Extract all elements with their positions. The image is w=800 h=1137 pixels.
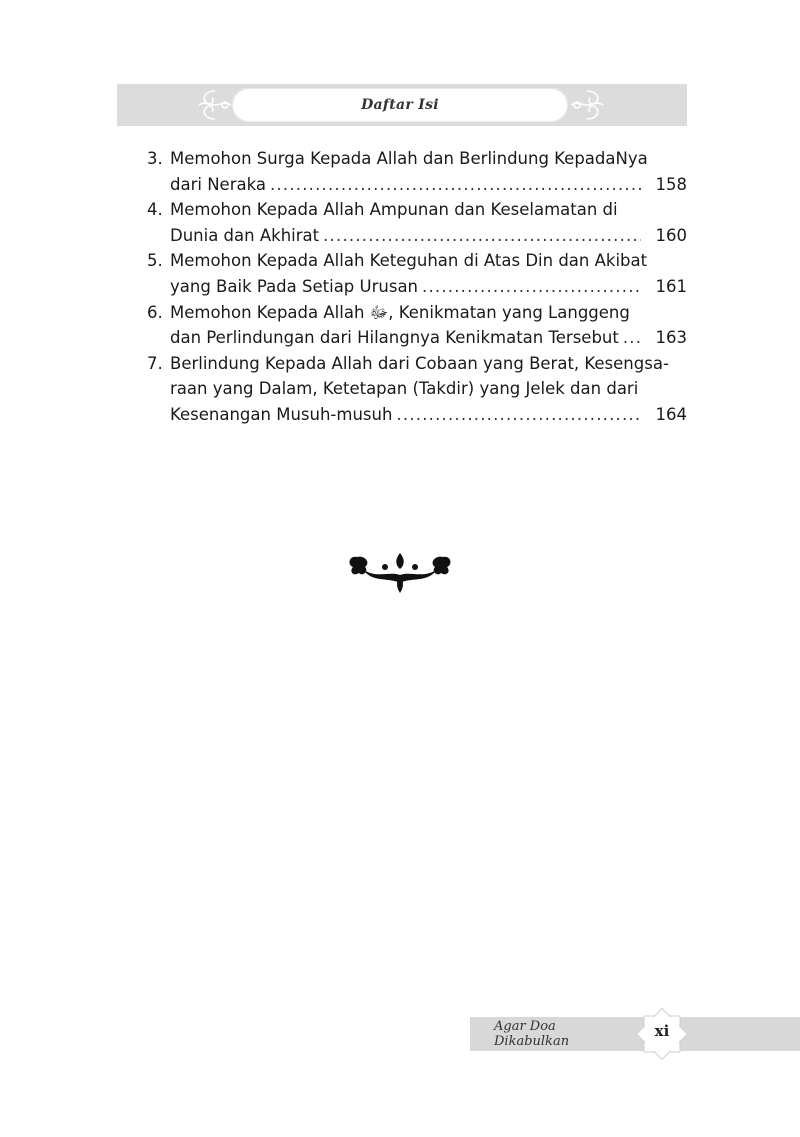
toc-page-number: 164 [655,404,687,424]
toc-entry-title-line: Memohon Kepada Allah Keteguhan di Atas Din dan Akibat [170,251,648,271]
right-floral-ornament-icon [567,87,607,123]
toc-page-number: 160 [655,225,687,245]
dot-leader [422,274,641,300]
header-title-pill [232,88,568,122]
running-footer-book-title: Agar Doa Dikabulkan [494,1019,570,1049]
toc-entry-title-line: Memohon Kepada Allah ﷻ, Kenikmatan yang Langgeng [170,302,630,322]
toc-page-number: 161 [655,276,687,296]
toc-entry[interactable] [147,300,687,351]
toc-page-number: 158 [655,174,687,194]
toc-entry-title-last-line: yang Baik Pada Setiap Urusan [170,276,419,296]
toc-entry-number: 3. [147,149,163,168]
dot-leader [623,325,641,351]
page-number: xi [654,1022,670,1040]
toc-entry-title-line: Memohon Surga Kepada Allah dan Berlindung KepadaNya [170,149,648,168]
toc-entry[interactable] [147,197,687,248]
dot-leader [270,172,641,198]
fleuron-ornament-icon [345,549,455,595]
page-title: Daftar Isi [361,97,439,113]
left-floral-ornament-icon [195,87,235,123]
toc-entry[interactable] [147,146,687,197]
dot-leader [323,223,641,249]
toc-entry-number: 7. [147,353,163,373]
toc-entry-title-line: Memohon Kepada Allah Ampunan dan Keselamatan di [170,200,618,220]
toc-entry-title-line: Berlindung Kepada Allah dari Cobaan yang Berat, Kesengsa- [170,353,669,373]
toc-page-number: 163 [655,328,687,348]
toc-entry-number: 5. [147,251,163,271]
toc-entry-title-last-line: dari Neraka [170,174,266,194]
toc-entry-title-line: raan yang Dalam, Ketetapan (Takdir) yang Jelek dan dari [170,379,639,399]
toc-entry-title-last-line: Kesenangan Musuh-musuh [170,404,393,424]
toc-entry[interactable] [147,351,687,428]
table-of-contents [147,146,687,428]
dot-leader [396,402,641,428]
toc-entry-number: 6. [147,302,163,322]
toc-entry-title-last-line: dan Perlindungan dari Hilangnya Kenikmatan Tersebut [170,328,619,348]
toc-entry-title-last-line: Dunia dan Akhirat [170,225,320,245]
toc-entry-number: 4. [147,200,163,220]
toc-entry[interactable] [147,248,687,299]
